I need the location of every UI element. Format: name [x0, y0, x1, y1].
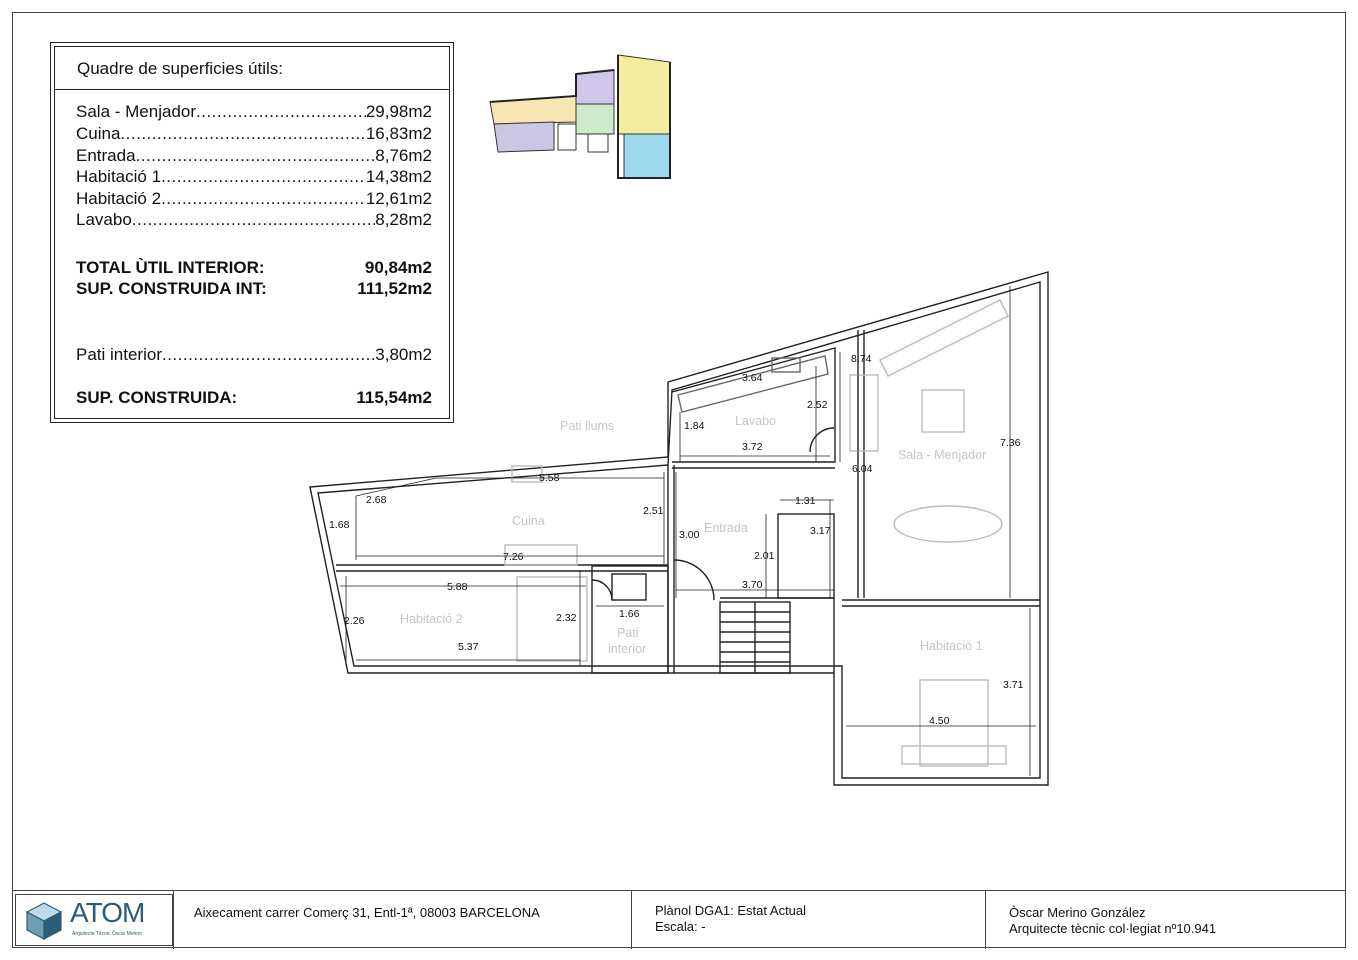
- area-sup-label: SUP. CONSTRUIDA:: [76, 388, 238, 407]
- logo-text: ATOM: [70, 897, 145, 928]
- area-row-label: Habitació 1: [76, 167, 162, 186]
- dimension-label: 4.50: [929, 715, 950, 727]
- dimension-label: 1.66: [619, 608, 640, 620]
- room-label-lavabo: Lavabo: [735, 414, 777, 428]
- area-sup-int-value: 111,52m2: [357, 279, 432, 298]
- plan-scale: Escala: -: [655, 919, 706, 934]
- area-row-value: 8,28m2: [375, 210, 432, 229]
- dimension-label: 2.01: [754, 550, 775, 562]
- dimension-label: 3.64: [742, 372, 763, 384]
- area-row-value: 29,98m2: [365, 102, 432, 121]
- room-label-pati-interior-1: Pati: [617, 626, 639, 640]
- dimension-label: 3.00: [679, 529, 700, 541]
- title-block-author-cell: [985, 891, 1346, 949]
- area-row-label: Sala - Menjador: [76, 102, 197, 121]
- area-table-title: Quadre de superficies útils:: [77, 59, 283, 78]
- title-block-plan-cell: [631, 891, 985, 949]
- author-title: Arquitecte tècnic col·legiat nº10.941: [1009, 921, 1217, 936]
- dimension-label: 5.58: [539, 472, 560, 484]
- room-label-pati-interior-2: interior: [608, 642, 647, 656]
- dimension-label: 3.70: [742, 579, 763, 591]
- dimension-label: 6.04: [852, 463, 873, 475]
- area-row-label: Cuina: [76, 124, 121, 143]
- room-label-entrada: Entrada: [704, 521, 748, 535]
- area-row-value: 14,38m2: [365, 167, 432, 186]
- plan-title: Plànol DGA1: Estat Actual: [655, 903, 807, 918]
- area-row-value: 12,61m2: [365, 189, 432, 208]
- dimension-label: 8.74: [851, 353, 872, 365]
- title-block-address-cell: [173, 891, 631, 949]
- area-sup-int-label: SUP. CONSTRUIDA INT:: [76, 279, 267, 298]
- area-row-label: Habitació 2: [76, 189, 162, 208]
- dimension-label: 2.32: [556, 612, 577, 624]
- room-label-habitacio-1: Habitació 1: [920, 639, 983, 653]
- atom-logo: [15, 894, 173, 946]
- area-pati-value: 3,80m2: [375, 345, 432, 364]
- cube-logo-icon: [24, 901, 64, 941]
- area-sup-value: 115,54m2: [356, 388, 432, 407]
- room-label-cuina: Cuina: [512, 514, 545, 528]
- dimension-label: 1.84: [684, 420, 705, 432]
- title-block: [12, 890, 1346, 949]
- author-name: Òscar Merino González: [1009, 905, 1146, 920]
- dimension-label: 2.26: [344, 615, 365, 627]
- project-address: Aixecament carrer Comerç 31, Entl-1ª, 08003 BARCELONA: [194, 905, 540, 920]
- room-label-sala-menjador: Sala - Menjador: [898, 448, 987, 462]
- dimension-label: 7.36: [1000, 437, 1021, 449]
- room-label-habitacio-2: Habitació 2: [400, 612, 463, 626]
- dimension-label: 2.51: [643, 505, 664, 517]
- dimension-label: 1.31: [795, 495, 816, 507]
- dimension-label: 3.17: [810, 525, 831, 537]
- area-row-label: Lavabo: [76, 210, 132, 229]
- dimension-label: 7.26: [503, 551, 524, 563]
- area-total-value: 90,84m2: [364, 258, 432, 277]
- dimension-label: 2.52: [807, 399, 828, 411]
- area-row-value: 8,76m2: [375, 146, 432, 165]
- logo-subtitle: Arquitecte Tècnic Òscar Merino: [72, 931, 142, 937]
- area-row-value: 16,83m2: [365, 124, 432, 143]
- dimension-label: 5.37: [458, 641, 479, 653]
- area-row-label: Entrada: [76, 146, 136, 165]
- dimension-label: 2.68: [366, 494, 387, 506]
- dimension-label: 1.68: [329, 519, 350, 531]
- area-total-label: TOTAL ÙTIL INTERIOR:: [76, 258, 265, 277]
- dimension-label: 3.71: [1003, 679, 1024, 691]
- room-label-pati-llums: Pati llums: [560, 419, 615, 433]
- dimension-label: 3.72: [742, 441, 763, 453]
- dimension-label: 5.88: [447, 581, 468, 593]
- area-pati-label: Pati interior: [76, 345, 162, 364]
